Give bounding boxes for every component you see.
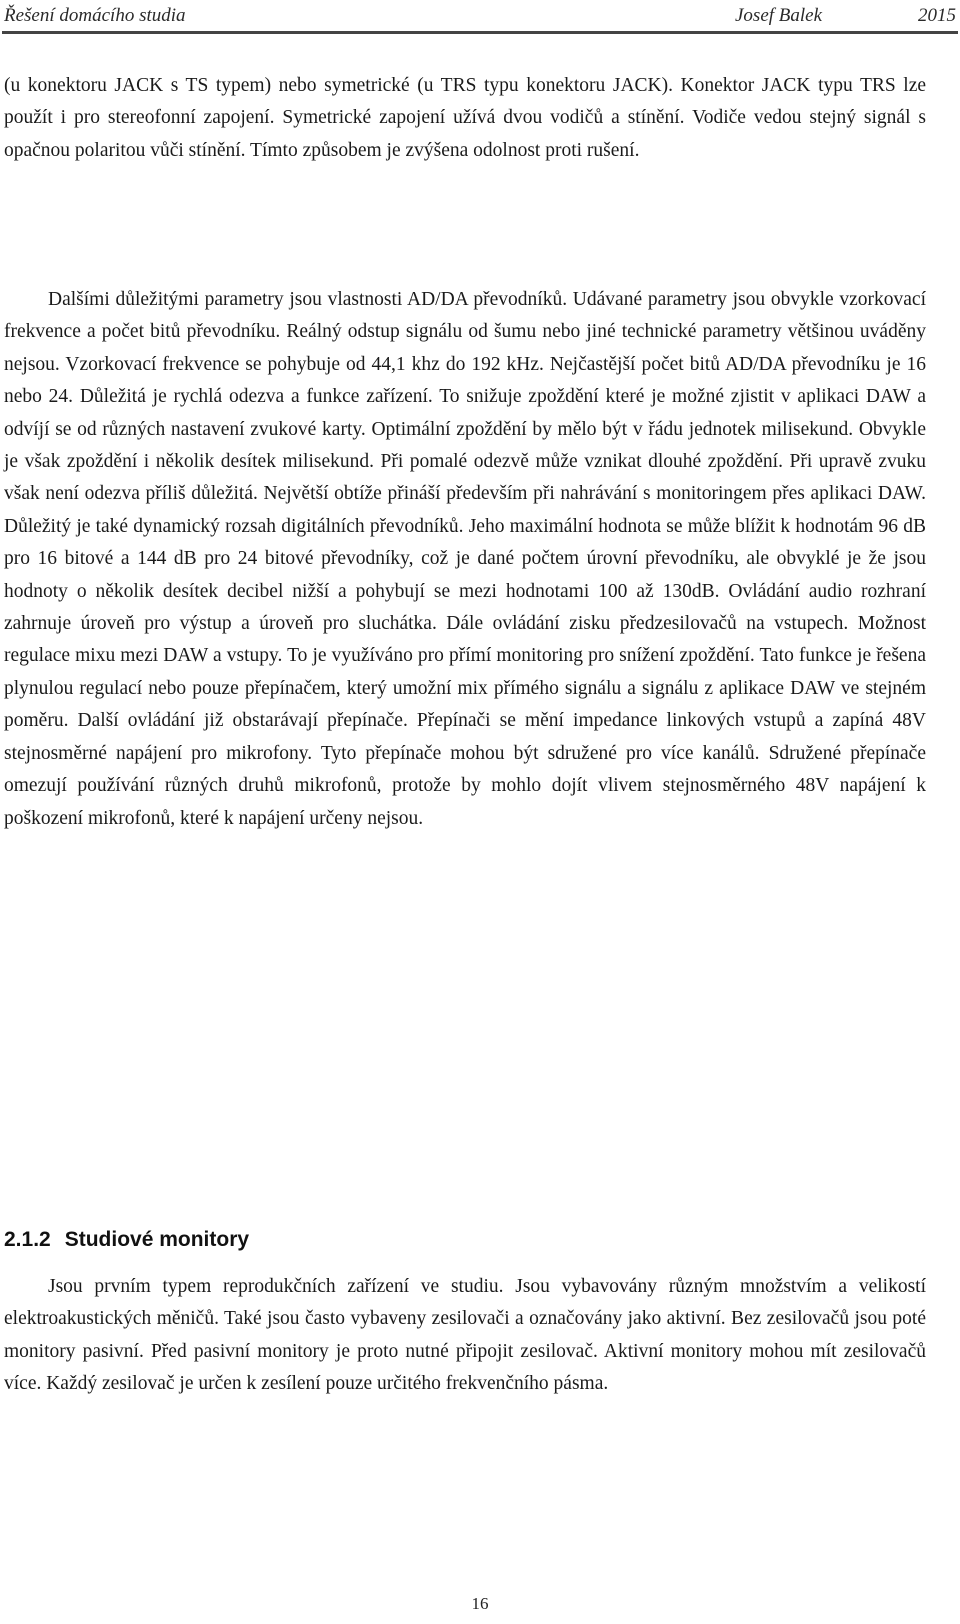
- section-number: 2.1.2: [4, 1228, 51, 1251]
- paragraph-converters: Dalšími důležitými parametry jsou vlastnosti AD/DA převodníků. Udávané parametry jsou obvykle vzorkovací frekvence a počet bitů převodníku. Reálný odstup signálu od šumu nebo jiné technické parametry většinou uváděny nejsou. Vzorkovací frekvence se pohybuje od 44,1 khz do 192 kHz. Nejčastější počet bitů AD/DA převodníku je 16 nebo 24. Důležitá je rychlá odezva a funkce zařízení. To snižuje zpoždění které je možné zjistit v aplikaci DAW a odvíjí se od různých nastavení zvukové karty. Optimální zpoždění by mělo být v řádu jednotek milisekund. Obvykle je však zpoždění i několik desítek milisekund. Při pomalé odezvě může vznikat dlouhé zpoždění. Při upravě zvuku však není odezva příliš důležitá. Největší obtíže přináší především při nahrávání s monitoringem přes aplikaci DAW. Důležitý je také dynamický rozsah digitálních převodníků. Jeho maximální hodnota se může blížit k hodnotám 96 dB pro 16 bitové a 144 dB pro 24 bitové převodníky, což je dané počtem úrovní převodníku, ale obvyklé je že jsou hodnoty o několik desítek decibel nižší a pohybují se mezi hodnotami 100 až 130dB. Ovládání audio rozhraní zahrnuje úroveň pro výstup a úroveň pro sluchátka. Dále ovládání zisku předzesilovačů na vstupech. Možnost regulace mixu mezi DAW a vstupy. To je využíváno pro přímí monitoring pro snížení zpoždění. Tato funkce je řešena plynulou regulací nebo pouze přepínačem, který umožní mix přímého signálu a signálu z aplikace DAW ve stejném poměru. Další ovládání již obstarávají přepínače. Přepínači se mění impedance linkových vstupů a zapíná 48V stejnosměrné napájení pro mikrofony. Tyto přepínače mohou být sdružené pro více kanálů. Sdružené přepínače omezují používání různých druhů mikrofonů, protože by mohlo dojít vlivem stejnosměrného 48V napájení k poškození mikrofonů, které k napájení určeny nejsou.: [4, 289, 926, 829]
- paragraph-monitors: Jsou prvním typem reprodukčních zařízení ve studiu. Jsou vybavovány různým množstvím a velikostí elektroakustických měničů. Také jsou často vybaveny zesilovači a označovány jako aktivní. Bez zesilovačů jsou poté monitory pasivní. Před pasivní monitory je proto nutné připojit zesilovač. Aktivní monitory mohou mít zesilovačů více. Každý zesilovač je určen k zesílení pouze určitého frekvenčního pásma.: [4, 1276, 926, 1395]
- section-title: Studiové monitory: [64, 1228, 250, 1251]
- section-heading: [4, 1228, 249, 1252]
- header-author: Josef Balek: [735, 5, 823, 26]
- header-rule: [2, 31, 958, 34]
- page-number: 16: [471, 1594, 489, 1613]
- paragraph-connector: (u konektoru JACK s TS typem) nebo symetrické (u TRS typu konektoru JACK). Konektor JACK typu TRS lze použít i pro stereofonní zapojení. Symetrické zapojení užívá dvou vodičů a stínění. Vodiče vedou stejný signál s opačnou polaritou vůči stínění. Tímto způsobem je zvýšena odolnost proti rušení.: [4, 75, 926, 161]
- header-year: 2015: [918, 5, 956, 26]
- page-header: [0, 0, 960, 34]
- header-title: Řešení domácího studia: [4, 5, 186, 26]
